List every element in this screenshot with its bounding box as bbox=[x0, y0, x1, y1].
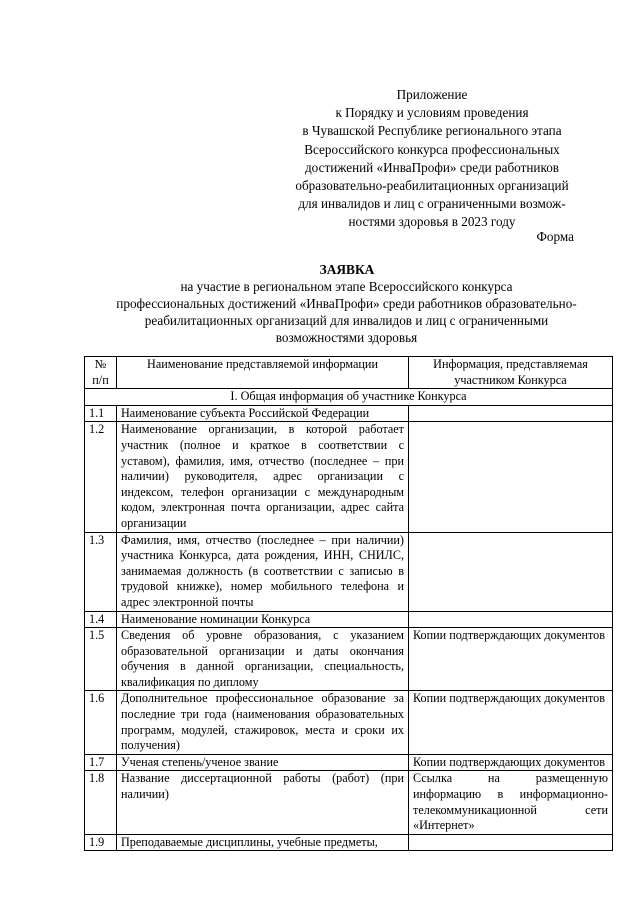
row-info bbox=[409, 532, 613, 611]
row-info: Копии подтверждающих документов bbox=[409, 754, 613, 771]
header-info: Информация, представляемая участником Конкурса bbox=[409, 357, 613, 389]
row-name: Преподаваемые дисциплины, учебные предметы, bbox=[117, 834, 409, 851]
appendix-line: в Чувашской Республике регионального этапа bbox=[302, 123, 562, 139]
row-num: 1.3 bbox=[85, 532, 117, 611]
document-subtitle bbox=[60, 278, 633, 346]
table-row bbox=[85, 771, 613, 834]
row-num: 1.9 bbox=[85, 834, 117, 851]
row-name: Дополнительное профессиональное образование за последние три года (наименования образовательных программ, модулей, стажировок, места и сроки их получения) bbox=[117, 691, 409, 754]
application-table bbox=[84, 356, 613, 851]
table-row bbox=[85, 628, 613, 691]
row-name: Ученая степень/ученое звание bbox=[117, 754, 409, 771]
document-title: ЗАЯВКА bbox=[319, 262, 375, 277]
table-row bbox=[85, 754, 613, 771]
appendix-line: Приложение bbox=[396, 87, 468, 102]
row-info: Ссылка на размещенную информацию в информационно-телекоммуникационной сети «Интернет» bbox=[409, 771, 613, 834]
table-row bbox=[85, 691, 613, 754]
row-num: 1.5 bbox=[85, 628, 117, 691]
header-name: Наименование представляемой информации bbox=[117, 357, 409, 389]
row-name: Наименование номинации Конкурса bbox=[117, 611, 409, 628]
row-info: Копии подтверждающих документов bbox=[409, 691, 613, 754]
appendix-line: для инвалидов и лиц с ограниченными возмож- bbox=[298, 196, 566, 212]
form-label: Форма bbox=[536, 229, 574, 244]
row-num: 1.8 bbox=[85, 771, 117, 834]
row-name: Фамилия, имя, отчество (последнее – при наличии) участника Конкурса, дата рождения, ИНН, СНИЛС, занимаемая должность (в соответствии с записью в трудовой книжке), номер мобильного телефона и адрес электронной почты bbox=[117, 532, 409, 611]
appendix-line: ностями здоровья в 2023 году bbox=[348, 214, 516, 230]
table-row bbox=[85, 405, 613, 422]
appendix-line: образовательно-реабилитационных организаций bbox=[295, 178, 569, 194]
table-header-row bbox=[85, 357, 613, 389]
section-title: I. Общая информация об участнике Конкурса bbox=[85, 389, 613, 406]
row-name: Сведения об уровне образования, с указанием образовательной организации и даты окончания обучения в данной организации, специальность, квалификация по диплому bbox=[117, 628, 409, 691]
table-row bbox=[85, 611, 613, 628]
row-info bbox=[409, 834, 613, 851]
row-info: Копии подтверждающих документов bbox=[409, 628, 613, 691]
appendix-line: достижений «ИнваПрофи» среди работников bbox=[304, 159, 560, 175]
row-num: 1.2 bbox=[85, 422, 117, 532]
header-num: № п/п bbox=[85, 357, 117, 389]
appendix-line: к Порядку и условиям проведения bbox=[335, 105, 529, 121]
subtitle-line: возможностями здоровья bbox=[275, 330, 418, 345]
row-info bbox=[409, 405, 613, 422]
section-row bbox=[85, 389, 613, 406]
appendix-header bbox=[262, 86, 602, 232]
subtitle-line: реабилитационных организаций для инвалидов и лиц с ограниченными bbox=[144, 313, 549, 328]
row-num: 1.1 bbox=[85, 405, 117, 422]
row-name: Наименование организации, в которой работает участник (полное и краткое в соответствии с уставом), фамилия, имя, отчество (последнее – при наличии) руководителя, адрес организации с индексом, телефон организации с международным кодом, электронная почта организации, адрес сайта организации bbox=[117, 422, 409, 532]
row-name: Название диссертационной работы (работ) (при наличии) bbox=[117, 771, 409, 834]
subtitle-line: профессиональных достижений «ИнваПрофи» среди работников образовательно- bbox=[116, 296, 577, 311]
row-info bbox=[409, 611, 613, 628]
row-info bbox=[409, 422, 613, 532]
table-row bbox=[85, 532, 613, 611]
subtitle-line: на участие в региональном этапе Всероссийского конкурса bbox=[180, 279, 513, 294]
row-num: 1.4 bbox=[85, 611, 117, 628]
table-row bbox=[85, 834, 613, 851]
row-name: Наименование субъекта Российской Федерации bbox=[117, 405, 409, 422]
appendix-line: Всероссийского конкурса профессиональных bbox=[304, 141, 560, 157]
row-num: 1.7 bbox=[85, 754, 117, 771]
table-row bbox=[85, 422, 613, 532]
row-num: 1.6 bbox=[85, 691, 117, 754]
